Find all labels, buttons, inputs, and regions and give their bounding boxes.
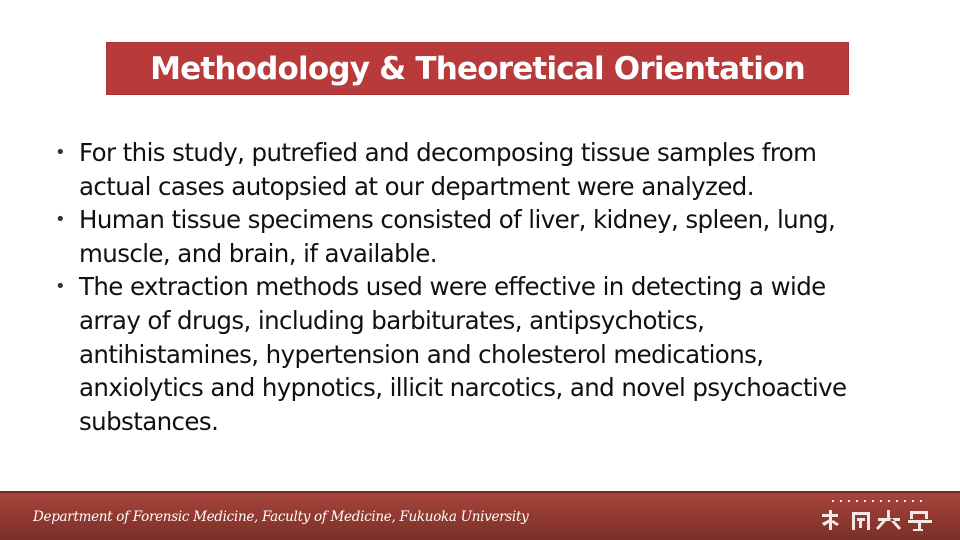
bullet-item xyxy=(55,270,875,438)
bullet-text: For this study, putrefied and decomposing tissue samples from actual cases autopsied at our department were analyzed. xyxy=(79,138,817,201)
bullet-marker: • xyxy=(55,142,66,163)
slide-title-box xyxy=(107,43,848,94)
university-logo xyxy=(810,496,950,536)
bullet-marker: • xyxy=(55,209,66,231)
bullet-text: The extraction methods used were effective in detecting a wide array of drugs, including barbiturates, antipsychotics, antihistamines, hypertension and cholesterol medications, anxiolytics and hypnotics, illicit narcotics, and novel psychoactive substances. xyxy=(79,272,847,436)
bullet-text: Human tissue specimens consisted of liver, kidney, spleen, lung, muscle, and brain, if available. xyxy=(79,205,836,268)
footer-department-text: Department of Forensic Medicine, Faculty of Medicine, Fukuoka University xyxy=(33,509,529,525)
bullet-marker: • xyxy=(55,276,66,298)
slide-title: Methodology & Theoretical Orientation xyxy=(150,50,805,87)
footer-divider xyxy=(0,491,960,493)
bullet-list xyxy=(55,136,875,438)
bullet-item xyxy=(55,203,875,270)
bullet-item xyxy=(55,136,875,203)
